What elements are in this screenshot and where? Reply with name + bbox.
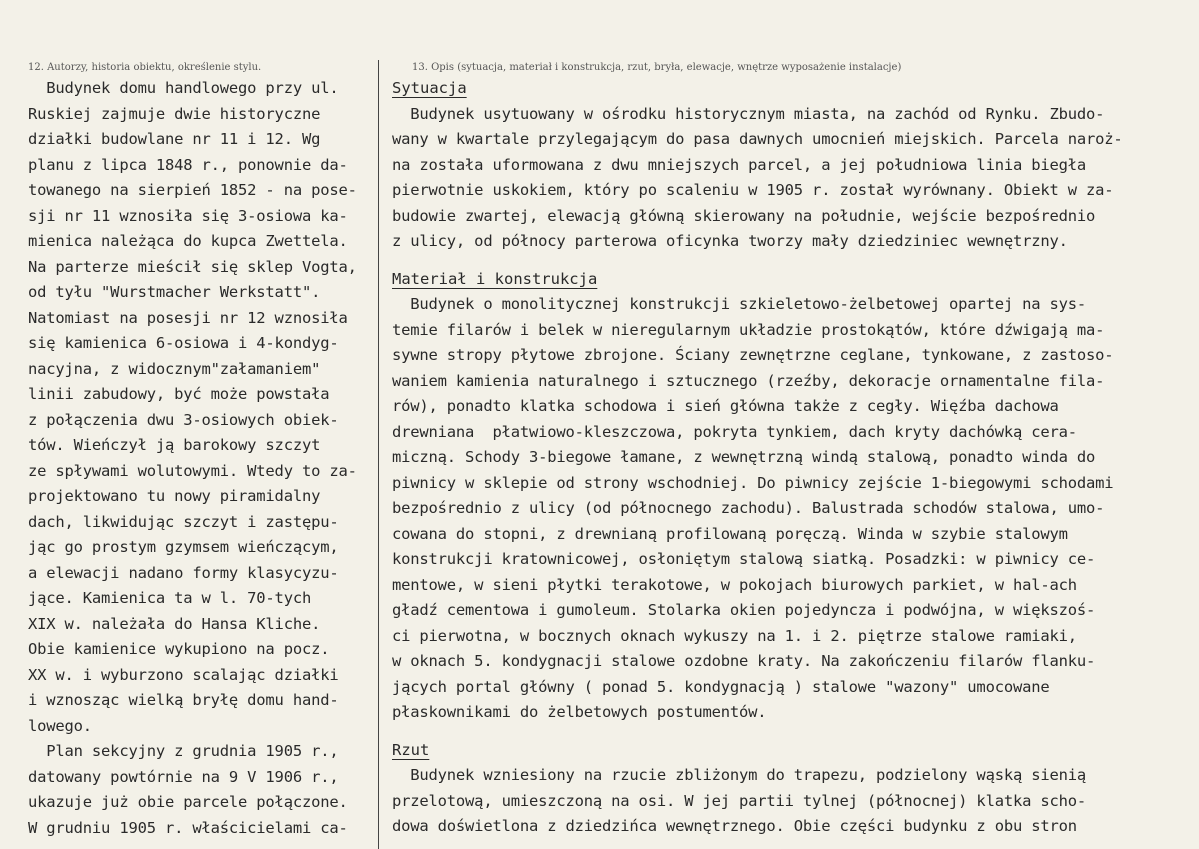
- column-divider: [378, 60, 379, 849]
- description-text-line: gładź cementowa i gumoleum. Stolarka okien pojedyncza i podwójna, w większoś-: [392, 601, 1096, 619]
- history-text-line: XIX w. należała do Hansa Kliche.: [28, 614, 321, 633]
- description-text-line: miczną. Schody 3-biegowe łamane, z wewnętrzną windą stalową, ponadto winda do: [392, 448, 1096, 466]
- history-text-line: linii zabudowy, być może powstała: [28, 385, 330, 403]
- description-text-line: temie filarów i belek w nieregularnym układzie prostokątów, które dźwigają ma-: [392, 320, 1105, 339]
- description-text-line: drewniana płatwiowo-kleszczowa, pokryta tynkiem, dach kryty dachówką cera-: [392, 422, 1077, 441]
- left-column-header: 12. Autorzy, historia obiektu, określenie stylu.: [28, 62, 262, 73]
- description-text-line: dowa doświetlona z dziedzińca wewnętrznego. Obie części budynku z obu stron: [392, 817, 1077, 835]
- description-text-line: konstrukcji kratownicowej, osłoniętym stalową siatką. Posadzki: w piwnicy ce-: [392, 550, 1096, 568]
- history-text-line: Budynek domu handlowego przy ul.: [28, 79, 339, 97]
- description-text-line: bezpośrednio z ulicy (od północnego zachodu). Balustrada schodów stalowa, umo-: [392, 499, 1105, 517]
- description-text-line: cowana do stopni, z drewnianą profilowaną poręczą. Winda w szybie stalowym: [392, 524, 1068, 543]
- history-text-line: lowego.: [28, 716, 92, 735]
- section-heading: Materiał i konstrukcja: [392, 269, 598, 288]
- description-text-line: przelotową, umieszczoną na osi. W jej partii tylnej (północnej) klatka scho-: [392, 791, 1087, 810]
- history-text-line: działki budowlane nr 11 i 12. Wg: [28, 130, 321, 148]
- history-text-line: jąc go prostym gzymsem wieńczącym,: [28, 538, 339, 556]
- history-text-line: tów. Wieńczył ją barokowy szczyt: [28, 436, 321, 454]
- description-text-line: Budynek usytuowany w ośrodku historycznym miasta, na zachód od Rynku. Zbudo-: [392, 104, 1105, 123]
- description-text-line: mentowe, w sieni płytki terakotowe, w pokojach biurowych parkiet, w hal-ach: [392, 575, 1077, 594]
- history-text-line: Natomiast na posesji nr 12 wznosiła: [28, 308, 348, 327]
- description-text-line: na została uformowana z dwu mniejszych parcel, a jej południowa linia biegła: [392, 155, 1087, 174]
- history-text-line: Na parterze mieścił się sklep Vogta,: [28, 257, 357, 276]
- history-text-line: Obie kamienice wykupiono na pocz.: [28, 640, 330, 658]
- description-text-line: w oknach 5. kondygnacji stalowe ozdobne kraty. Na zakończeniu filarów flanku-: [392, 652, 1096, 670]
- description-text-line: piwnicy w sklepie od strony wschodniej. Do piwnicy zejście 1-biegowymi schodami: [392, 473, 1114, 492]
- description-text-line: budowie zwartej, elewacją główną skierowany na południe, wejście bezpośrednio: [392, 206, 1096, 225]
- history-text-line: XX w. i wyburzono scalając działki: [28, 665, 339, 684]
- history-text-line: ze spływami wolutowymi. Wtedy to za-: [28, 461, 357, 480]
- history-text-line: jące. Kamienica ta w l. 70-tych: [28, 589, 312, 607]
- history-column: [28, 76, 368, 841]
- description-text-line: sywne stropy płytowe zbrojone. Ściany zewnętrzne ceglane, tynkowane, z zastoso-: [392, 346, 1114, 364]
- description-text-line: jących portal główny ( ponad 5. kondygnacją ) stalowe "wazony" umocowane: [392, 677, 1050, 696]
- description-text-line: wany w kwartale przylegającym do pasa dawnych umocnień miejskich. Parcela naroż-: [392, 130, 1123, 148]
- section-heading: Rzut: [392, 740, 430, 759]
- history-text-line: a elewacji nadano formy klasycyzu-: [28, 563, 339, 582]
- description-text-line: Budynek wzniesiony na rzucie zbliżonym do trapezu, podzielony wąską sienią: [392, 766, 1087, 784]
- history-text-line: z połączenia dwu 3-osiowych obiek-: [28, 410, 339, 429]
- history-text-line: towanego na sierpień 1852 - na pose-: [28, 181, 357, 199]
- history-text-line: mienica należąca do kupca Zwettela.: [28, 232, 348, 250]
- description-text-line: waniem kamienia naturalnego i sztucznego (rzeźby, dekoracje ornamentalne fila-: [392, 371, 1105, 390]
- history-text-line: od tyłu "Wurstmacher Werkstatt".: [28, 283, 321, 301]
- history-text-line: planu z lipca 1848 r., ponownie da-: [28, 155, 348, 174]
- description-text-line: rów), ponadto klatka schodowa i sień główna także z cegły. Więźba dachowa: [392, 397, 1059, 415]
- description-text-line: płaskownikami do żelbetowych postumentów.: [392, 703, 767, 721]
- history-text-line: datowany powtórnie na 9 V 1906 r.,: [28, 767, 339, 786]
- description-column: [392, 76, 1182, 840]
- history-text-line: ukazuje już obie parcele połączone.: [28, 793, 348, 811]
- history-text-line: Ruskiej zajmuje dwie historyczne: [28, 104, 321, 123]
- description-text-line: ci pierwotna, w bocznych oknach wykuszy na 1. i 2. piętrze stalowe ramiaki,: [392, 626, 1077, 645]
- description-text-line: Budynek o monolitycznej konstrukcji szkieletowo-żelbetowej opartej na sys-: [392, 295, 1087, 313]
- history-text-line: nacyjna, z widocznym"załamaniem": [28, 359, 321, 378]
- history-text-line: Plan sekcyjny z grudnia 1905 r.,: [28, 742, 339, 760]
- history-text-line: się kamienica 6-osiowa i 4-kondyg-: [28, 334, 339, 352]
- section-heading: Sytuacja: [392, 79, 467, 97]
- history-text-line: sji nr 11 wznosiła się 3-osiowa ka-: [28, 206, 348, 225]
- description-text-line: z ulicy, od północy parterowa oficynka tworzy mały dziedziniec wewnętrzny.: [392, 232, 1068, 250]
- history-text-line: dach, likwidując szczyt i zastępu-: [28, 512, 339, 531]
- history-text-line: projektowano tu nowy piramidalny: [28, 487, 321, 505]
- right-column-header: 13. Opis (sytuacja, materiał i konstrukcja, rzut, bryła, elewacje, wnętrze wyposażenie instalacje): [412, 62, 902, 73]
- history-text-line: i wznosząc wielką bryłę domu hand-: [28, 691, 339, 709]
- history-text-line: W grudniu 1905 r. właścicielami ca-: [28, 818, 348, 837]
- description-text-line: pierwotnie uskokiem, który po scaleniu w 1905 r. został wyrównany. Obiekt w za-: [392, 181, 1114, 199]
